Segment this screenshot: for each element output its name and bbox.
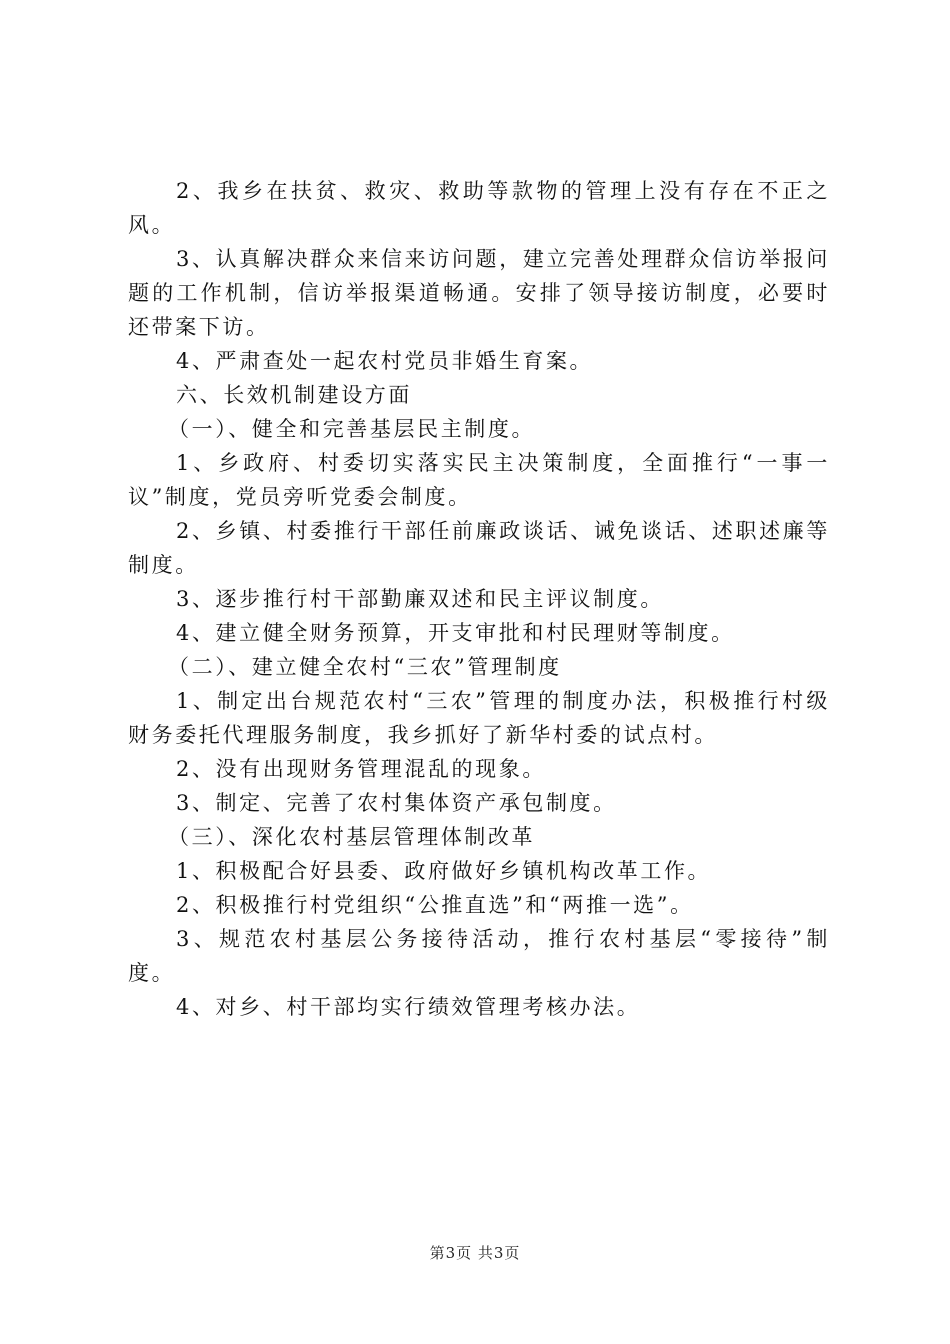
subsection-heading-1: （一）、健全和完善基层民主制度。: [168, 417, 536, 441]
paragraph-democracy-2: 2、乡镇、村委推行干部任前廉政谈话、诫免谈话、述职述廉等制度。: [128, 519, 830, 577]
paragraph-sannong-1: 1、制定出台规范农村“三农”管理的制度办法，积极推行村级财务委托代理服务制度，我乡抓好了新华村委的试点村。: [128, 689, 830, 747]
paragraph-sannong-2: 2、没有出现财务管理混乱的现象。: [176, 757, 546, 781]
subsection-heading-3: （三）、深化农村基层管理体制改革: [168, 825, 536, 849]
paragraph-democracy-3: 3、逐步推行村干部勤廉双述和民主评议制度。: [176, 587, 664, 611]
paragraph-democracy-4: 4、建立健全财务预算，开支审批和村民理财等制度。: [176, 621, 735, 645]
paragraph-reform-3: 3、规范农村基层公务接待活动，推行农村基层“零接待”制度。: [128, 927, 830, 985]
paragraph-democracy-1: 1、乡政府、村委切实落实民主决策制度，全面推行“一事一议”制度，党员旁听党委会制度。: [128, 451, 830, 509]
paragraph-reform-2: 2、积极推行村党组织“公推直选”和“两推一选”。: [176, 893, 694, 917]
page-footer: 第3页 共3页: [429, 1244, 521, 1262]
paragraph-reform-1: 1、积极配合好县委、政府做好乡镇机构改革工作。: [176, 859, 712, 883]
paragraph-item-4-case: 4、严肃查处一起农村党员非婚生育案。: [176, 349, 594, 373]
subsection-heading-2: （二）、建立健全农村“三农”管理制度: [168, 655, 562, 679]
document-body: [128, 174, 830, 1024]
section-heading-6: 六、长效机制建设方面: [176, 383, 412, 407]
paragraph-item-3-petitions: 3、认真解决群众来信来访问题，建立完善处理群众信访举报问题的工作机制，信访举报渠道畅通。安排了领导接访制度，必要时还带案下访。: [128, 247, 830, 339]
paragraph-item-2-funds: 2、我乡在扶贫、救灾、救助等款物的管理上没有存在不正之风。: [128, 179, 830, 237]
paragraph-reform-4: 4、对乡、村干部均实行绩效管理考核办法。: [176, 995, 641, 1019]
paragraph-sannong-3: 3、制定、完善了农村集体资产承包制度。: [176, 791, 617, 815]
